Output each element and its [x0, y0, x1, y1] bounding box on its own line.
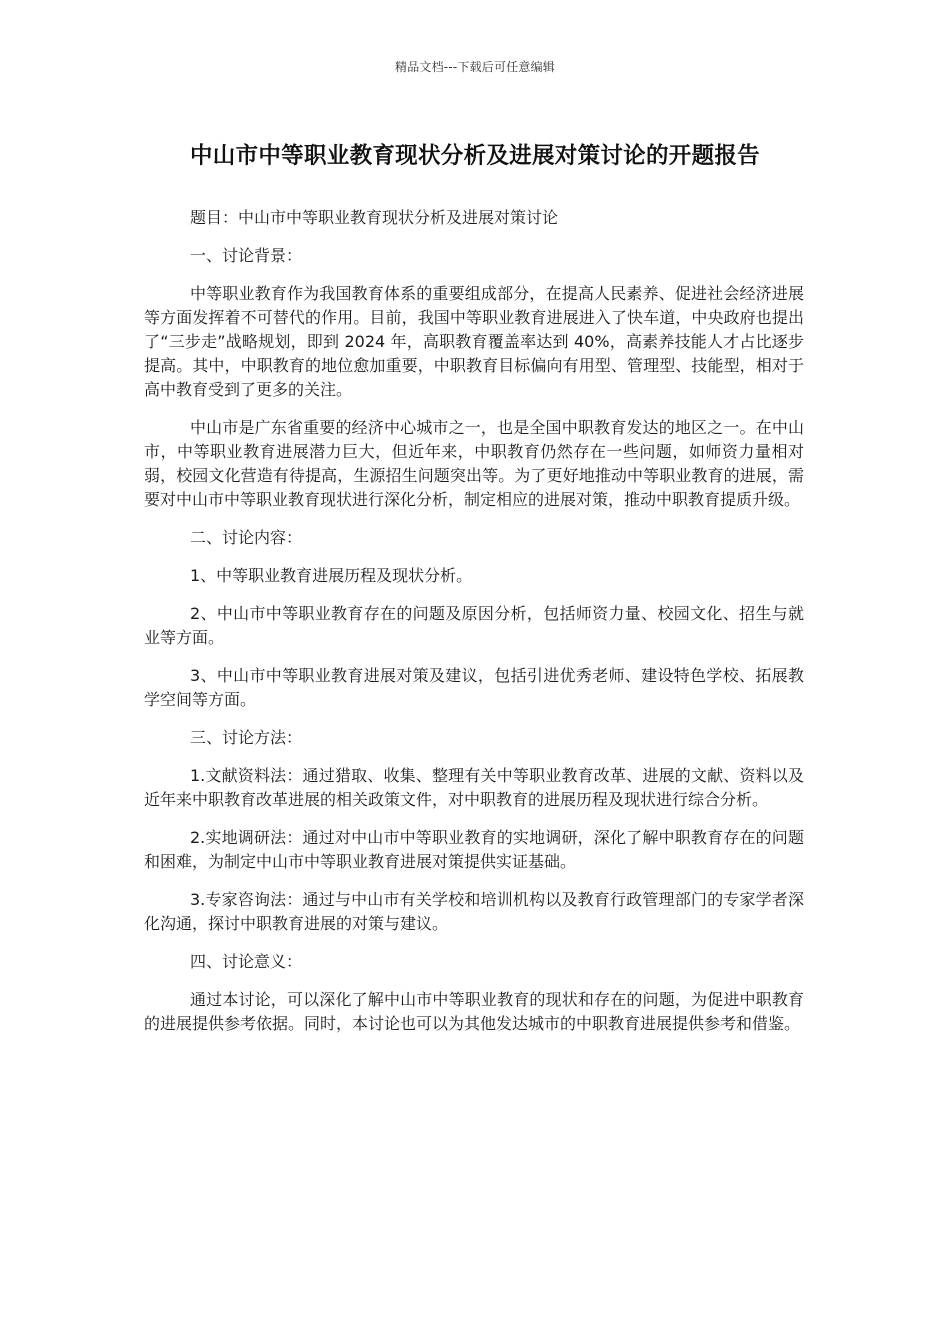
- section-heading-significance: 四、讨论意义：: [190, 952, 303, 971]
- content-item-2: 2、中山市中等职业教育存在的问题及原因分析，包括师资力量、校园文化、招生与就业等方面。: [144, 604, 804, 647]
- section-heading-background: 一、讨论背景：: [190, 246, 303, 265]
- paragraph-background-1: 中等职业教育作为我国教育体系的重要组成部分，在提高人民素养、促进社会经济进展等方面发挥着不可替代的作用。目前，我国中等职业教育进展进入了快车道，中央政府也提出了“三步走”战略规划，即到 2024 年，高职教育覆盖率达到 40%，高素养技能人才占比逐步提高。其中，中职教育的地位愈加重要，中职教育目标偏向有用型、管理型、技能型，相对于高中教育受到了更多的关注。: [144, 284, 804, 399]
- method-item-1: 1.文献资料法：通过猎取、收集、整理有关中等职业教育改革、进展的文献、资料以及近年来中职教育改革进展的相关政策文件，对中职教育的进展历程及现状进行综合分析。: [144, 766, 804, 809]
- method-item-2: 2.实地调研法：通过对中山市中等职业教育的实地调研，深化了解中职教育存在的问题和困难，为制定中山市中等职业教育进展对策提供实证基础。: [144, 828, 804, 871]
- paragraph-significance: 通过本讨论，可以深化了解中山市中等职业教育的现状和存在的问题，为促进中职教育的进展提供参考依据。同时，本讨论也可以为其他发达城市的中职教育进展提供参考和借鉴。: [144, 990, 804, 1033]
- content-item-1: 1、中等职业教育进展历程及现状分析。: [190, 566, 473, 585]
- section-heading-methods: 三、讨论方法：: [190, 728, 303, 747]
- header-note: 精品文档---下载后可任意编辑: [395, 60, 555, 74]
- document-title: 中山市中等职业教育现状分析及进展对策讨论的开题报告: [189, 143, 760, 169]
- topic-line: 题目：中山市中等职业教育现状分析及进展对策讨论: [190, 208, 559, 227]
- content-item-3: 3、中山市中等职业教育进展对策及建议，包括引进优秀老师、建设特色学校、拓展教学空间等方面。: [144, 666, 804, 709]
- document-body: [144, 206, 804, 1050]
- section-heading-content: 二、讨论内容：: [190, 528, 303, 547]
- method-item-3: 3.专家咨询法：通过与中山市有关学校和培训机构以及教育行政管理部门的专家学者深化沟通，探讨中职教育进展的对策与建议。: [144, 890, 804, 933]
- paragraph-background-2: 中山市是广东省重要的经济中心城市之一，也是全国中职教育发达的地区之一。在中山市，中等职业教育进展潜力巨大，但近年来，中职教育仍然存在一些问题，如师资力量相对弱，校园文化营造有待提高，生源招生问题突出等。为了更好地推动中等职业教育的进展，需要对中山市中等职业教育现状进行深化分析，制定相应的进展对策，推动中职教育提质升级。: [144, 418, 804, 509]
